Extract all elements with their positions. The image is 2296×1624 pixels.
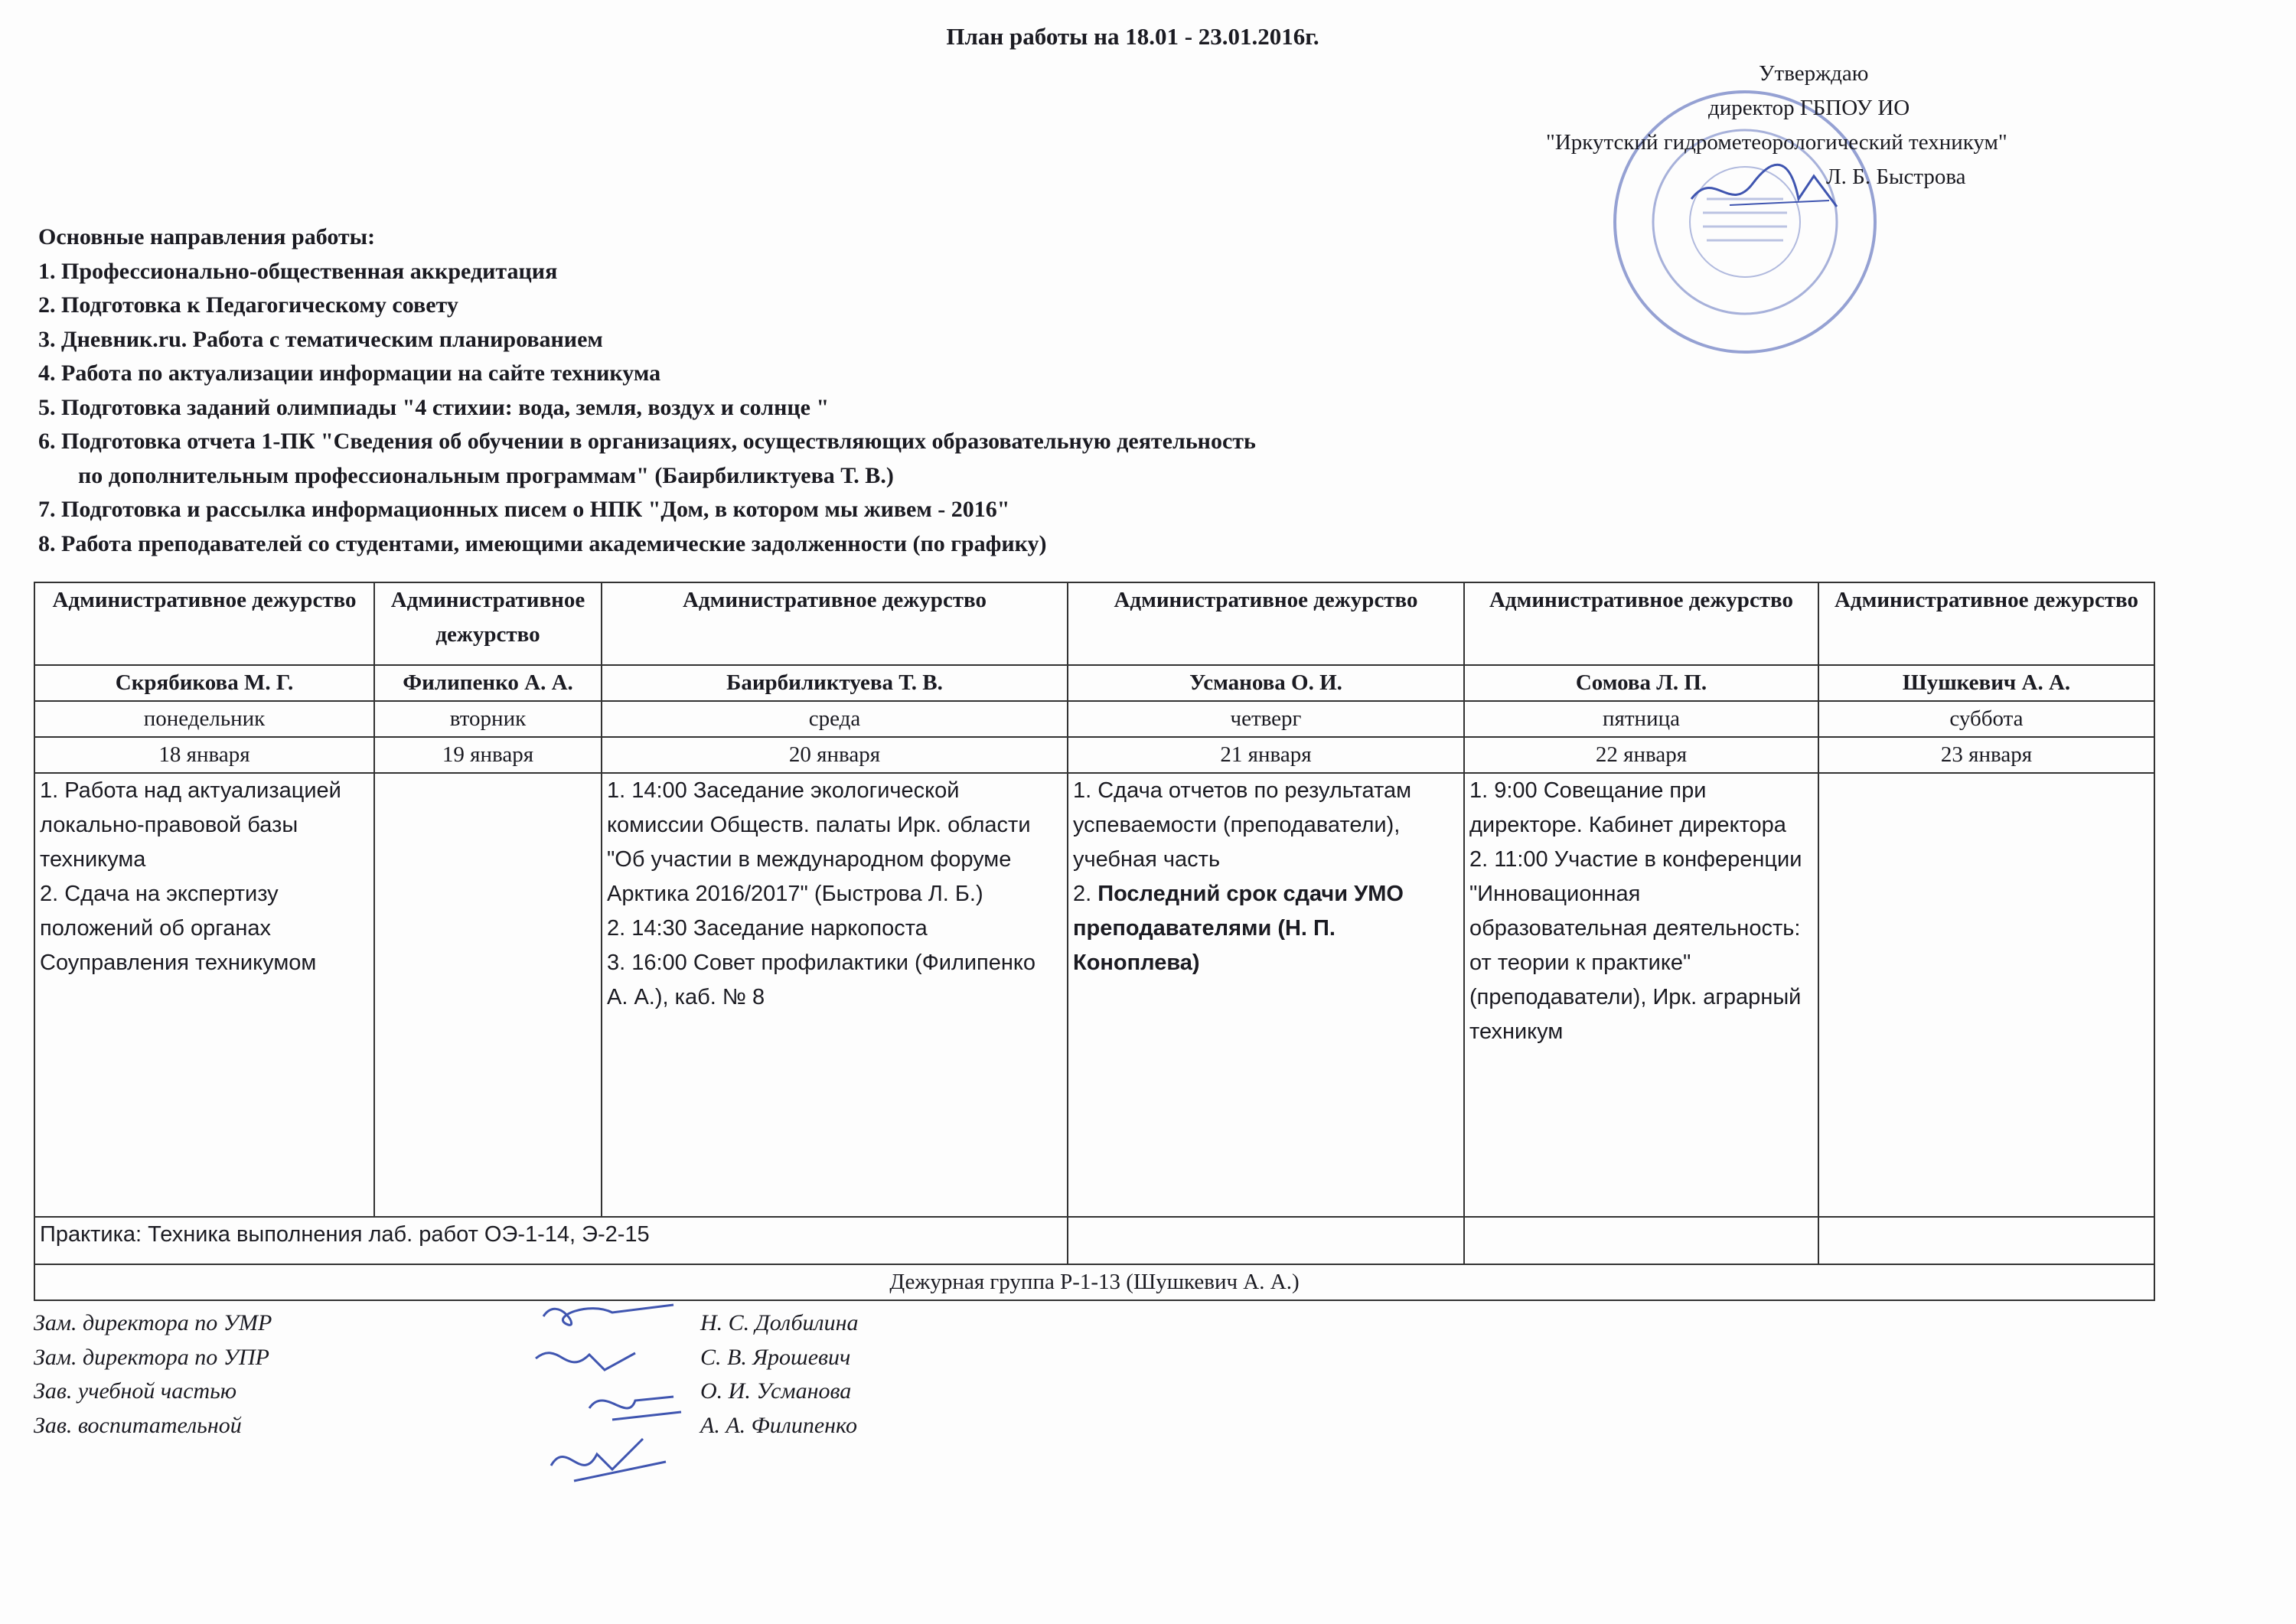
tasks-saturday — [1818, 773, 2154, 1217]
practice-empty-cell — [1068, 1217, 1464, 1264]
direction-item: 3. Дневник.ru. Работа с тематическим планированием — [38, 326, 603, 352]
task-item: 1. Сдача отчетов по результатам успеваемости (преподаватели), учебная часть — [1073, 778, 1412, 872]
direction-item: 5. Подготовка заданий олимпиады "4 стихии: вода, земля, воздух и солнце " — [38, 394, 830, 420]
table-row-headers — [34, 582, 2154, 665]
day-cell: среда — [602, 701, 1068, 737]
header-cell: Административное дежурство — [1464, 582, 1818, 665]
name-cell: Филипенко А. А. — [374, 665, 602, 701]
signature-title: Зав. учебной частью — [34, 1378, 236, 1404]
task-item: 1. Работа над актуализацией локально-правовой базы техникума — [40, 778, 341, 872]
practice-empty-cell — [1818, 1217, 2154, 1264]
header-cell: Административное дежурство — [1818, 582, 2154, 665]
date-cell: 22 января — [1464, 737, 1818, 773]
signature-title: Зав. воспитательной — [34, 1412, 242, 1438]
direction-item: 1. Профессионально-общественная аккредитация — [38, 258, 558, 284]
work-directions — [38, 220, 1722, 561]
task-item: 3. 16:00 Совет профилактики (Филипенко А. А.), каб. № 8 — [607, 951, 1036, 1009]
practice-empty-cell — [1464, 1217, 1818, 1264]
name-cell: Сомова Л. П. — [1464, 665, 1818, 701]
direction-item: 8. Работа преподавателей со студентами, имеющими академические задолженности (по графику) — [38, 530, 1047, 556]
signature-name: С. В. Ярошевич — [700, 1344, 851, 1370]
table-row-dates — [34, 737, 2154, 773]
name-cell: Усманова О. И. — [1068, 665, 1464, 701]
header-cell: Административное дежурство — [602, 582, 1068, 665]
day-cell: понедельник — [34, 701, 374, 737]
signature-name: Н. С. Долбилина — [700, 1310, 859, 1335]
tasks-friday — [1464, 773, 1818, 1217]
tasks-thursday — [1068, 773, 1464, 1217]
task-item: 1. 14:00 Заседание экологической комиссии Обществ. палаты Ирк. области "Об участии в международном форуме Арктика 2016/2017" (Быстрова Л. Б.) — [607, 778, 1031, 906]
page-title: План работы на 18.01 - 23.01.2016г. — [946, 23, 1319, 50]
date-cell: 20 января — [602, 737, 1068, 773]
tasks-tuesday — [374, 773, 602, 1217]
signature-title: Зам. директора по УПР — [34, 1344, 269, 1370]
signature-title: Зам. директора по УМР — [34, 1310, 272, 1335]
signature-titles — [34, 1306, 272, 1443]
task-item — [1073, 877, 1459, 980]
directions-heading: Основные направления работы: — [38, 224, 376, 249]
table-row-practice — [34, 1217, 2154, 1264]
task-item: 1. 9:00 Совещание при директоре. Кабинет директора — [1469, 778, 1786, 837]
direction-item-continued: по дополнительным профессиональным программам" (Баирбиликтуева Т. В.) — [78, 462, 894, 488]
name-cell: Шушкевич А. А. — [1818, 665, 2154, 701]
table-row-tasks — [34, 773, 2154, 1217]
duty-group-cell: Дежурная группа Р-1-13 (Шушкевич А. А.) — [34, 1264, 2154, 1300]
name-cell: Скрябикова М. Г. — [34, 665, 374, 701]
signatures-icon — [520, 1286, 696, 1492]
header-cell: Административное дежурство — [34, 582, 374, 665]
direction-item: 2. Подготовка к Педагогическому совету — [38, 292, 458, 318]
table-row-days — [34, 701, 2154, 737]
name-cell: Баирбиликтуева Т. В. — [602, 665, 1068, 701]
task-number: 2. — [1073, 882, 1092, 906]
approval-line-4: Л. Б. Быстрова — [1826, 165, 1966, 189]
date-cell: 18 января — [34, 737, 374, 773]
approval-line-1: Утверждаю — [1759, 61, 1869, 86]
approval-line-2: директор ГБПОУ ИО — [1708, 96, 1910, 120]
day-cell: вторник — [374, 701, 602, 737]
day-cell: четверг — [1068, 701, 1464, 737]
director-signature-icon — [1684, 153, 1852, 222]
practice-cell: Практика: Техника выполнения лаб. работ ОЭ-1-14, Э-2-15 — [34, 1217, 1068, 1264]
header-cell: Административное дежурство — [374, 582, 602, 665]
date-cell: 19 января — [374, 737, 602, 773]
header-cell: Административное дежурство — [1068, 582, 1464, 665]
day-cell: суббота — [1818, 701, 2154, 737]
signature-names — [700, 1306, 859, 1443]
task-deadline-text: Последний срок сдачи УМО преподавателями (Н. П. Коноплева) — [1073, 882, 1404, 975]
day-cell: пятница — [1464, 701, 1818, 737]
table-row-duty — [34, 1264, 2154, 1300]
approval-line-3: "Иркутский гидрометеорологический техникум" — [1546, 130, 2007, 155]
direction-item: 4. Работа по актуализации информации на сайте техникума — [38, 360, 661, 386]
tasks-wednesday — [602, 773, 1068, 1217]
date-cell: 23 января — [1818, 737, 2154, 773]
tasks-monday — [34, 773, 374, 1217]
date-cell: 21 января — [1068, 737, 1464, 773]
direction-item: 6. Подготовка отчета 1-ПК "Сведения об обучении в организациях, осуществляющих образовательную деятельность — [38, 429, 1256, 454]
schedule-table — [34, 582, 2155, 1301]
signature-name: А. А. Филипенко — [700, 1412, 857, 1438]
task-item: 2. 14:30 Заседание наркопоста — [607, 916, 928, 941]
signature-name: О. И. Усманова — [700, 1378, 852, 1404]
task-item: 2. 11:00 Участие в конференции "Инновационная образовательная деятельность: от теории к практике" (преподаватели), Ирк. аграрный техникум — [1469, 847, 1802, 1044]
task-item: 2. Сдача на экспертизу положений об органах Соуправления техникумом — [40, 882, 317, 975]
table-row-names — [34, 665, 2154, 701]
direction-item: 7. Подготовка и рассылка информационных писем о НПК "Дом, в котором мы живем - 2016" — [38, 497, 1010, 522]
